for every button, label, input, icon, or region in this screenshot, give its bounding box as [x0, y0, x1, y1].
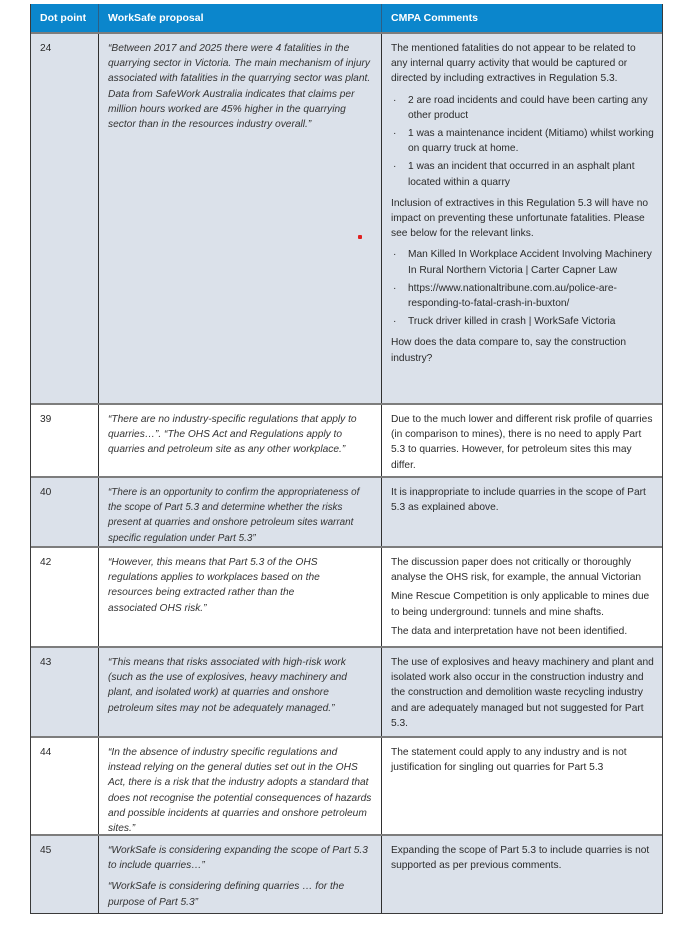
dot-point-cell: 44: [31, 738, 99, 834]
table-row-45: [31, 834, 662, 913]
comment-intro: The mentioned fatalities do not appear to be related to any internal quarry activity that would be captured or directed by including extractives in Regulation 5.3.: [391, 43, 636, 85]
proposal-quote: “Between 2017 and 2025 there were 4 fatalities in the quarrying sector in Victoria. The main mechanism of injury associated with fatalities in the quarrying sector was plant. Data from SafeWork Australia indicates that claims per million hours worked are 45% higher in the quarrying sector than in the resources industry overall.”: [108, 43, 371, 131]
proposal-cell: “There are no industry-specific regulations that apply to quarries…”. “The OHS Act and Regulations apply to quarries and petroleum site as any other workplace.”: [99, 405, 382, 476]
link-item-carter-capner[interactable]: · Man Killed In Workplace Accident Involving Machinery In Rural Northern Victoria | Carter Capner Law: [393, 249, 652, 276]
incident-list: [391, 93, 654, 190]
comment-cell: Expanding the scope of Part 5.3 to include quarries is not supported as per previous comments.: [391, 845, 650, 872]
proposal-cell: [99, 34, 382, 403]
header-cmpa-comments: CMPA Comments: [391, 12, 478, 24]
header-worksafe-proposal: WorkSafe proposal: [99, 4, 382, 32]
proposal-cell: “This means that risks associated with high-risk work (such as the use of explosives, heavy machinery and plant, and isolated work) at quarries and onshore petroleum sites may not be adequately managed.”: [99, 648, 382, 736]
comment-cell: The statement could apply to any industry and is not justification for singling out quarries for Part 5.3: [391, 747, 627, 774]
dot-point-cell: 45: [31, 836, 99, 913]
dot-point-cell: 39: [31, 405, 99, 476]
dot-point-cell: 40: [31, 478, 99, 546]
table-row-39: [31, 403, 662, 476]
comment-cell: [382, 34, 662, 403]
annotation-dot-icon: [358, 235, 362, 239]
dot-point-cell: 43: [31, 648, 99, 736]
dot-point-cell: 24: [31, 34, 99, 403]
proposal-cell: “There is an opportunity to confirm the appropriateness of the scope of Part 5.3 and determine whether the risks present at quarries and onshore petroleum sites warrant specific regulation under Part 5.3”: [99, 478, 382, 546]
bullet-icon: ·: [393, 316, 397, 328]
bullet-icon: ·: [393, 249, 397, 261]
comment-middle: Inclusion of extractives in this Regulation 5.3 will have no impact on preventing these unfortunate fatalities. Please see below for the relevant links.: [391, 197, 649, 240]
table-row-42: [31, 546, 662, 646]
bullet-icon: ·: [393, 128, 397, 140]
list-item: · 2 are road incidents and could have been carting any other product: [393, 94, 648, 121]
table-row-40: [31, 476, 662, 546]
proposal-cell: “However, this means that Part 5.3 of the OHS regulations applies to workplaces based on the resources being extracted rather than the associated OHS risk.”: [99, 548, 382, 646]
links-list: [391, 247, 654, 329]
list-item: · 1 was an incident that occurred in an asphalt plant located within a quarry: [393, 161, 635, 188]
dot-point-cell: 42: [31, 548, 99, 646]
bullet-icon: ·: [393, 94, 397, 106]
list-item: · 1 was a maintenance incident (Mitiamo) whilst working on quarry truck at home.: [393, 128, 654, 155]
comment-cell: Due to the much lower and different risk profile of quarries (in comparison to mines), there is no need to apply Part 5.3 to quarries. However, for petroleum sites this may differ.: [391, 414, 653, 471]
proposal-cell: “In the absence of industry specific regulations and instead relying on the general duties set out in the OHS Act, there is a risk that the industry adopts a standard that does not recognise the potential consequences of hazards and possible incidents at quarries and onshore petroleum sites.”: [99, 738, 382, 834]
link-item-worksafe[interactable]: · Truck driver killed in crash | WorkSafe Victoria: [391, 314, 654, 329]
proposal-cell: “WorkSafe is considering expanding the scope of Part 5.3 to include quarries…” “WorkSafe is considering defining quarries … for the purpose of Part 5.3”: [99, 836, 382, 913]
comment-cell: It is inappropriate to include quarries in the scope of Part 5.3 as explained above.: [391, 487, 646, 514]
bullet-icon: ·: [393, 161, 397, 173]
table-row-43: [31, 646, 662, 736]
comment-cell: The discussion paper does not critically or thoroughly analyse the OHS risk, for example, the annual Victorian Mine Rescue Competition is only applicable to mines due to being underground: tunnels and mine shafts. The data and interpretation have not been identified.: [391, 557, 650, 637]
table-row-44: [31, 736, 662, 834]
comment-outro: How does the data compare to, say the construction industry?: [391, 337, 627, 364]
comment-cell: The use of explosives and heavy machinery and plant and isolated work also occur in the construction industry and the construction and demolition waste recycling industry and are adequately managed but not suggested for Part 5.3.: [391, 657, 654, 729]
bullet-icon: ·: [393, 282, 397, 294]
link-item-national-tribune[interactable]: · https://www.nationaltribune.com.au/police-are-responding-to-fatal-crash-in-buxton/: [393, 282, 617, 310]
table-row-24: [31, 32, 662, 403]
comments-table: [30, 4, 663, 914]
table-header-row: [31, 4, 662, 32]
header-dot-point: Dot point: [31, 4, 99, 32]
